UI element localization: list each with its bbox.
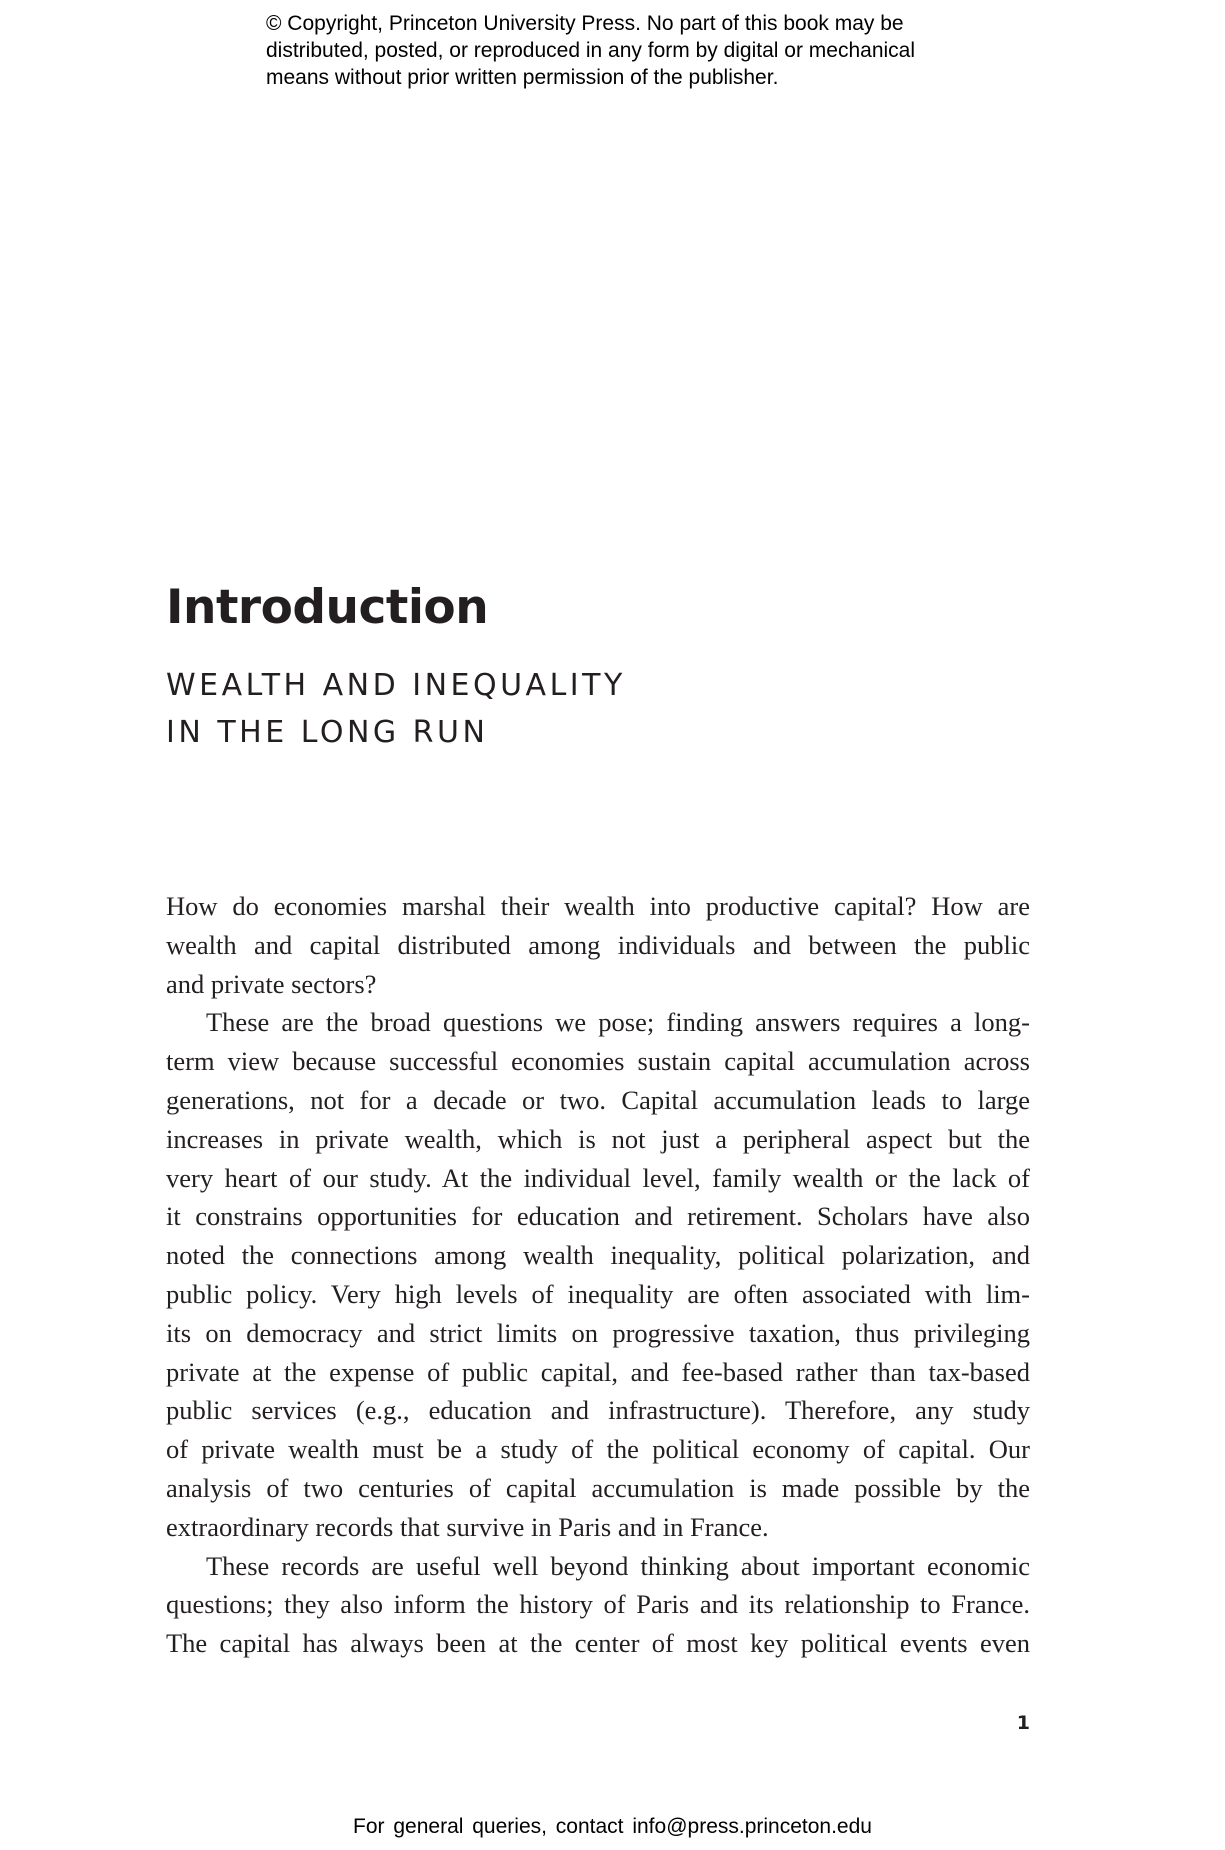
text-line: noted the connections among wealth inequality, political polarization, and — [166, 1240, 1030, 1271]
text-line: analysis of two centuries of capital accumulation is made possible by the — [166, 1472, 1030, 1503]
chapter-title: Introduction — [166, 580, 489, 635]
chapter-subtitle-line: IN THE LONG RUN — [166, 715, 489, 750]
text-line: wealth and capital distributed among individuals and between the public — [166, 929, 1030, 960]
copyright-line: distributed, posted, or reproduced in any form by digital or mechanical — [266, 39, 916, 62]
text-line: public services (e.g., education and infrastructure). Therefore, any study — [166, 1395, 1030, 1426]
text-line: its on democracy and strict limits on progressive taxation, thus privileging — [166, 1317, 1030, 1348]
copyright-line: © Copyright, Princeton University Press. No part of this book may be — [266, 12, 904, 35]
text-line: These records are useful well beyond thinking about important economic — [206, 1550, 1030, 1581]
text-line: increases in private wealth, which is not just a peripheral aspect but the — [166, 1123, 1030, 1154]
text-line: private at the expense of public capital, and fee-based rather than tax-based — [166, 1356, 1030, 1387]
text-line: How do economies marshal their wealth into productive capital? How are — [166, 891, 1030, 921]
text-line: generations, not for a decade or two. Capital accumulation leads to large — [166, 1084, 1030, 1115]
copyright-line: means without prior written permission of the publisher. — [266, 66, 779, 89]
paragraph — [166, 1003, 1030, 1546]
chapter-subtitle-line: WEALTH AND INEQUALITY — [166, 668, 626, 703]
text-line: extraordinary records that survive in Paris and in France. — [166, 1511, 769, 1542]
text-line: very heart of our study. At the individual level, family wealth or the lack of — [166, 1162, 1030, 1193]
page-number: 1 — [1016, 1712, 1030, 1734]
copyright-notice — [266, 10, 986, 91]
chapter-subtitle — [166, 662, 626, 756]
text-line: The capital has always been at the center of most key political events even — [166, 1628, 1030, 1659]
text-line: of private wealth must be a study of the political economy of capital. Our — [166, 1434, 1030, 1465]
text-line: it constrains opportunities for education and retirement. Scholars have also — [166, 1201, 1030, 1232]
footer-contact: For general queries, contact info@press.princeton.edu — [353, 1815, 872, 1838]
paragraph — [166, 887, 1030, 1003]
text-line: These are the broad questions we pose; finding answers requires a long- — [206, 1007, 1030, 1038]
text-line: term view because successful economies sustain capital accumulation across — [166, 1046, 1030, 1077]
paragraph — [166, 1547, 1030, 1663]
text-line: questions; they also inform the history of Paris and its relationship to France. — [166, 1589, 1030, 1620]
text-line: public policy. Very high levels of inequality are often associated with lim- — [166, 1278, 1030, 1309]
body-text — [166, 887, 1030, 1663]
text-line: and private sectors? — [166, 968, 377, 999]
